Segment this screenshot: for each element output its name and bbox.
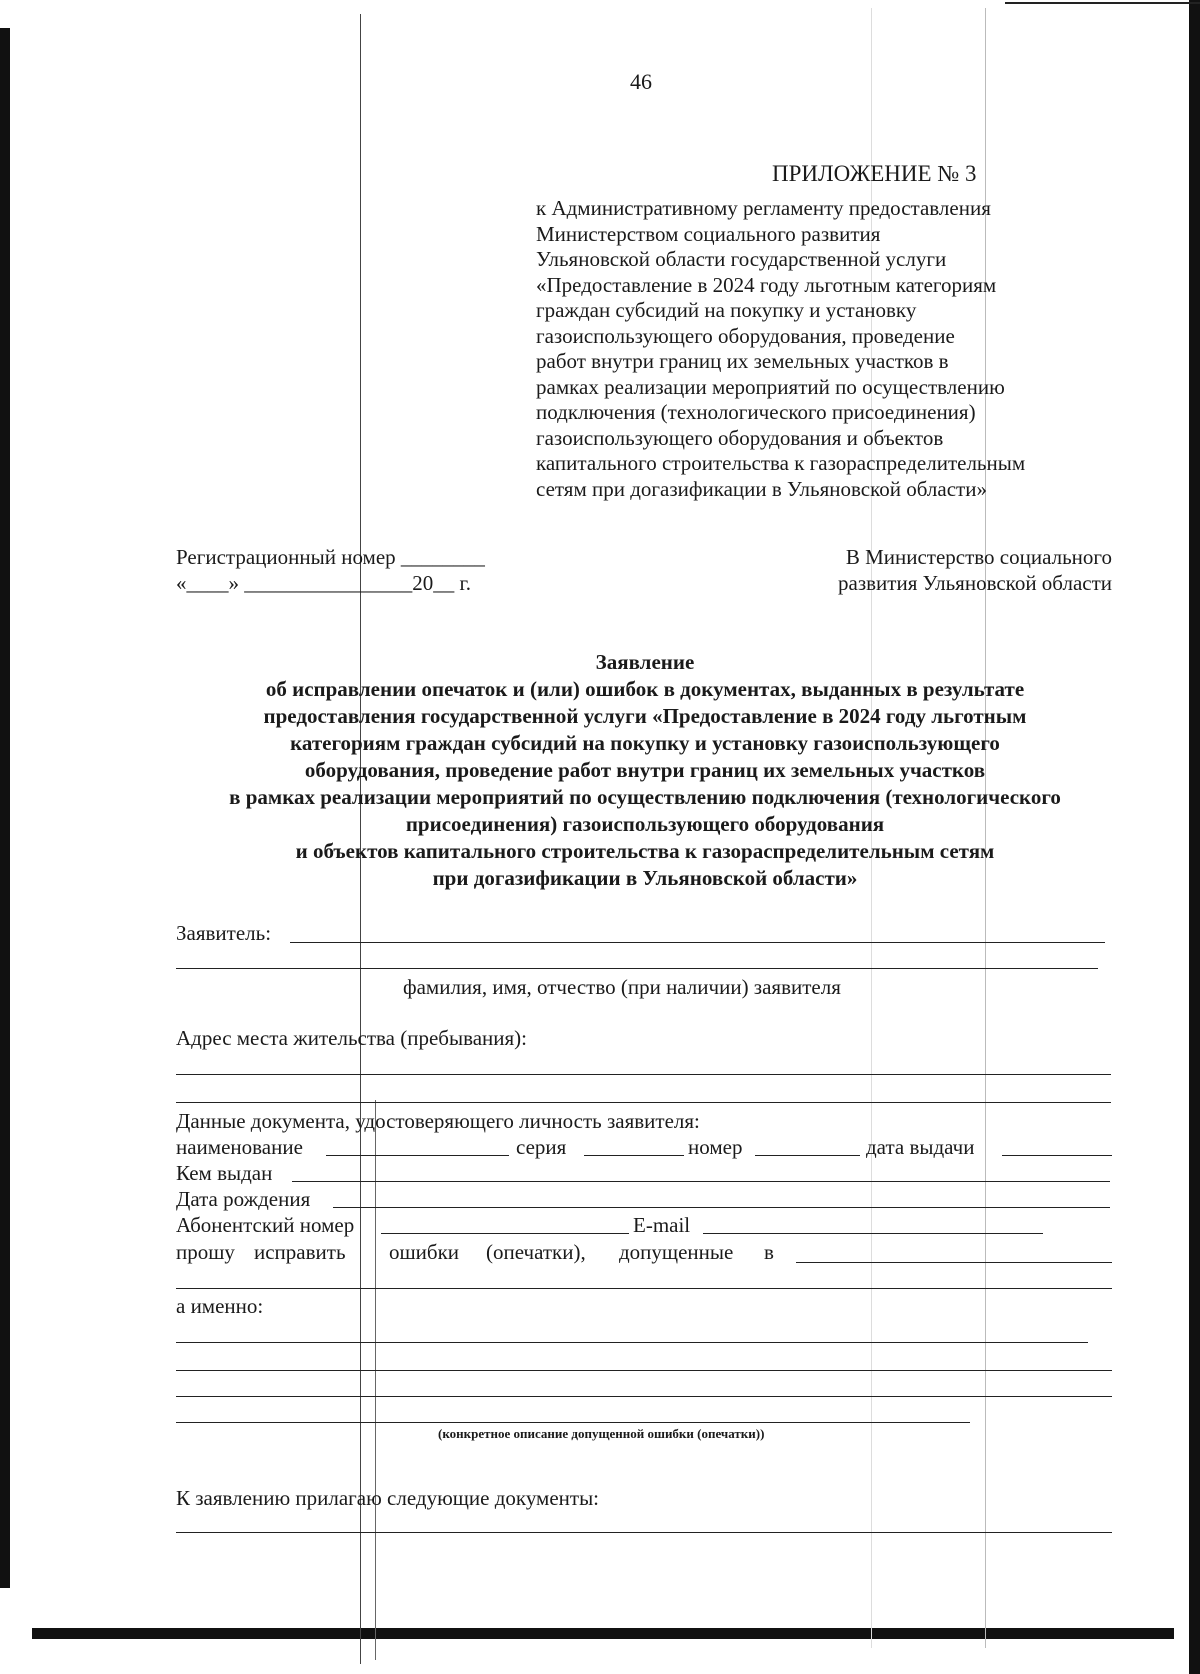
scan-edge-left [0, 28, 10, 1588]
error-description-field-3[interactable] [176, 1396, 1112, 1397]
appendix-line: Ульяновской области государственной услуги [536, 247, 947, 271]
statement-heading [170, 650, 1120, 893]
statement-line: предоставления государственной услуги «Предоставление в 2024 году льготным [263, 704, 1027, 728]
attach-label: К заявлению прилагаю следующие документы: [176, 1486, 600, 1510]
issue-date-field[interactable] [1002, 1155, 1112, 1156]
scan-edge-top [1005, 2, 1200, 4]
appendix-line: к Административному регламенту предоставления [536, 196, 991, 220]
request-word: прошу [176, 1240, 235, 1264]
scan-edge-right [1189, 0, 1200, 1674]
registration-date: «____» ________________20__ г. [176, 571, 471, 595]
statement-line: оборудования, проведение работ внутри границ их земельных участков [304, 758, 986, 782]
registration-number: Регистрационный номер ________ [176, 545, 485, 569]
applicant-label: Заявитель: [176, 921, 272, 945]
error-description-field-4[interactable] [176, 1422, 970, 1423]
address-field-2[interactable] [176, 1102, 1111, 1103]
appendix-line: «Предоставление в 2024 году льготным категориям [536, 272, 997, 297]
appendix-text [536, 196, 1025, 502]
addressee-line-2: развития Ульяновской области [838, 571, 1112, 595]
statement-line: и объектов капитального строительства к газораспределительным сетям [295, 839, 995, 863]
id-doc-label: Данные документа, удостоверяющего личность заявителя: [176, 1109, 700, 1133]
request-word: допущенные [619, 1240, 734, 1264]
birth-date-field[interactable] [333, 1207, 1110, 1208]
request-word: (опечатки), [486, 1240, 586, 1264]
appendix-line: газоиспользующего оборудования и объектов [536, 425, 944, 450]
scan-edge-bottom [32, 1628, 1174, 1639]
series-field[interactable] [584, 1155, 684, 1156]
address-label: Адрес места жительства (пребывания): [176, 1026, 528, 1050]
request-doc-field[interactable] [796, 1262, 1112, 1263]
error-description-field-1[interactable] [176, 1342, 1088, 1343]
series-label: серия [516, 1135, 567, 1159]
statement-line: категориям граждан субсидий на покупку и установку газоиспользующего [290, 731, 1000, 755]
page-number: 46 [630, 69, 652, 94]
appendix-title: ПРИЛОЖЕНИЕ № 3 [772, 161, 977, 186]
request-word: ошибки [389, 1240, 460, 1264]
appendix-line: капитального строительства к газораспределительным [536, 451, 1026, 475]
subscriber-label: Абонентский номер [176, 1213, 355, 1237]
appendix-line: граждан субсидий на покупку и установку [536, 298, 917, 322]
applicant-field[interactable] [290, 942, 1105, 943]
statement-line: при догазификации в Ульяновской области» [432, 866, 858, 890]
attachments-field[interactable] [176, 1532, 1112, 1533]
number-label: номер [688, 1135, 743, 1159]
statement-line: об исправлении опечаток и (или) ошибок в документах, выданных в результате [265, 677, 1025, 701]
request-word: исправить [254, 1240, 346, 1264]
fold-line-left-2 [375, 1100, 376, 1660]
issue-date-label: дата выдачи [866, 1135, 975, 1159]
issued-by-field[interactable] [292, 1181, 1110, 1182]
doc-name-label: наименование [176, 1135, 303, 1159]
appendix-line: рамках реализации мероприятий по осуществлению [536, 374, 1005, 399]
error-description-field-2[interactable] [176, 1370, 1112, 1371]
number-field[interactable] [755, 1155, 860, 1156]
applicant-field-2[interactable] [176, 968, 1098, 969]
request-doc-field-2[interactable] [176, 1288, 1112, 1289]
error-caption: (конкретное описание допущенной ошибки (опечатки)) [438, 1426, 765, 1441]
appendix-line: сетям при догазификации в Ульяновской области» [536, 476, 987, 501]
email-label: E-mail [633, 1213, 691, 1237]
doc-name-field[interactable] [326, 1155, 509, 1156]
applicant-caption: фамилия, имя, отчество (при наличии) заявителя [403, 975, 841, 999]
appendix-line: Министерством социального развития [536, 221, 881, 246]
statement-line: присоединения) газоиспользующего оборудования [405, 812, 885, 836]
addressee-line-1: В Министерство социального [845, 545, 1112, 569]
appendix-line: работ внутри границ их земельных участков в [536, 349, 949, 373]
request-word: в [764, 1240, 774, 1264]
appendix-line: газоиспользующего оборудования, проведение [536, 323, 955, 348]
birth-date-label: Дата рождения [176, 1187, 311, 1211]
subscriber-field[interactable] [381, 1233, 629, 1234]
email-field[interactable] [703, 1233, 1043, 1234]
statement-title: Заявление [595, 650, 695, 674]
namely-label: а именно: [176, 1294, 264, 1318]
address-field-1[interactable] [176, 1074, 1111, 1075]
statement-line: в рамках реализации мероприятий по осуществлению подключения (технологического [229, 785, 1061, 809]
issued-by-label: Кем выдан [176, 1161, 273, 1185]
appendix-line: подключения (технологического присоединения) [536, 400, 976, 424]
